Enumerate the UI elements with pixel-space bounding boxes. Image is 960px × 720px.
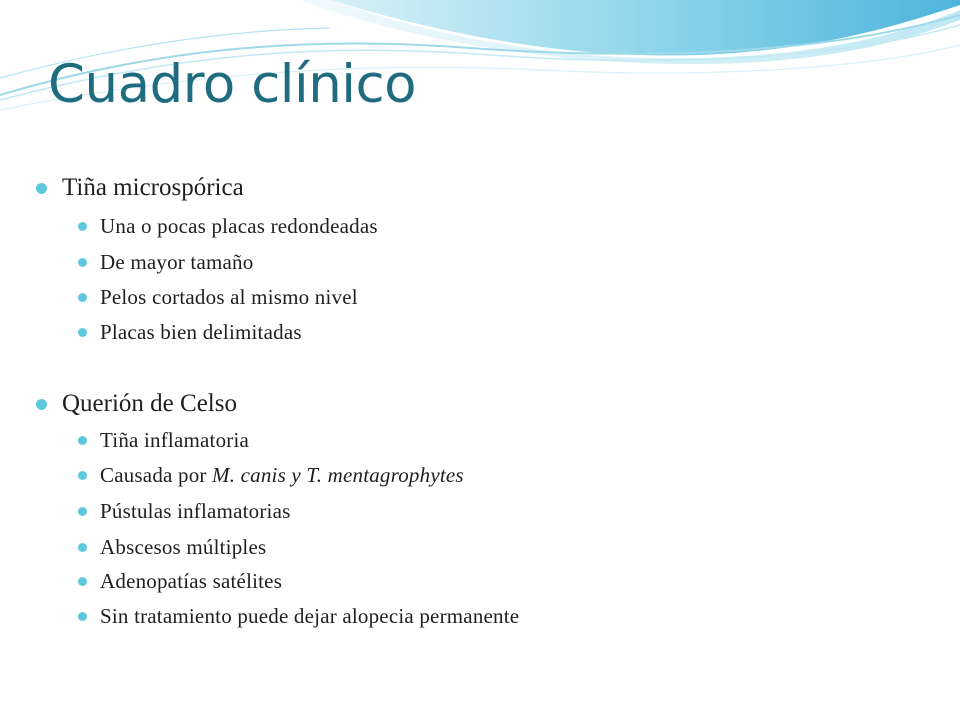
list-item <box>100 603 519 629</box>
bullet-icon <box>78 293 87 302</box>
list-item-text: Causada por <box>100 463 213 487</box>
bullet-icon <box>78 258 87 267</box>
bullet-icon <box>78 328 87 337</box>
list-item-text: Pústulas inflamatorias <box>100 499 291 523</box>
section-heading-text: Querión de Celso <box>62 390 237 417</box>
section-heading-tina-microsporica <box>62 173 244 203</box>
bullet-icon <box>78 436 87 445</box>
list-item <box>100 462 464 488</box>
bullet-icon <box>36 399 47 410</box>
list-item <box>100 498 290 524</box>
bullet-icon <box>78 471 87 480</box>
list-item-text: Placas bien delimitadas <box>100 320 302 344</box>
list-item-text: De mayor tamaño <box>100 250 254 274</box>
species-names-italic: M. canis y T. mentagrophytes <box>212 463 464 487</box>
list-item <box>100 213 378 239</box>
bullet-icon <box>78 222 87 231</box>
bullet-icon <box>78 612 87 621</box>
bullet-icon <box>78 543 87 552</box>
slide-title: Cuadro clínico <box>48 54 417 115</box>
list-item <box>100 319 302 345</box>
list-item <box>100 534 266 560</box>
section-heading-text: Tiña microspórica <box>62 174 244 201</box>
list-item-text: Pelos cortados al mismo nivel <box>100 285 358 309</box>
list-item <box>100 284 358 310</box>
list-item-text: Una o pocas placas redondeadas <box>100 214 378 238</box>
list-item-text: Abscesos múltiples <box>100 535 267 559</box>
bullet-icon <box>78 577 87 586</box>
section-heading-querion-de-celso <box>62 389 237 419</box>
bullet-icon <box>78 507 87 516</box>
list-item-text: Adenopatías satélites <box>100 569 283 593</box>
list-item-text: Tiña inflamatoria <box>100 428 250 452</box>
list-item <box>100 427 249 453</box>
bullet-icon <box>36 183 47 194</box>
list-item <box>100 249 253 275</box>
list-item-text: Sin tratamiento puede dejar alopecia permanente <box>100 604 520 628</box>
list-item <box>100 568 282 594</box>
